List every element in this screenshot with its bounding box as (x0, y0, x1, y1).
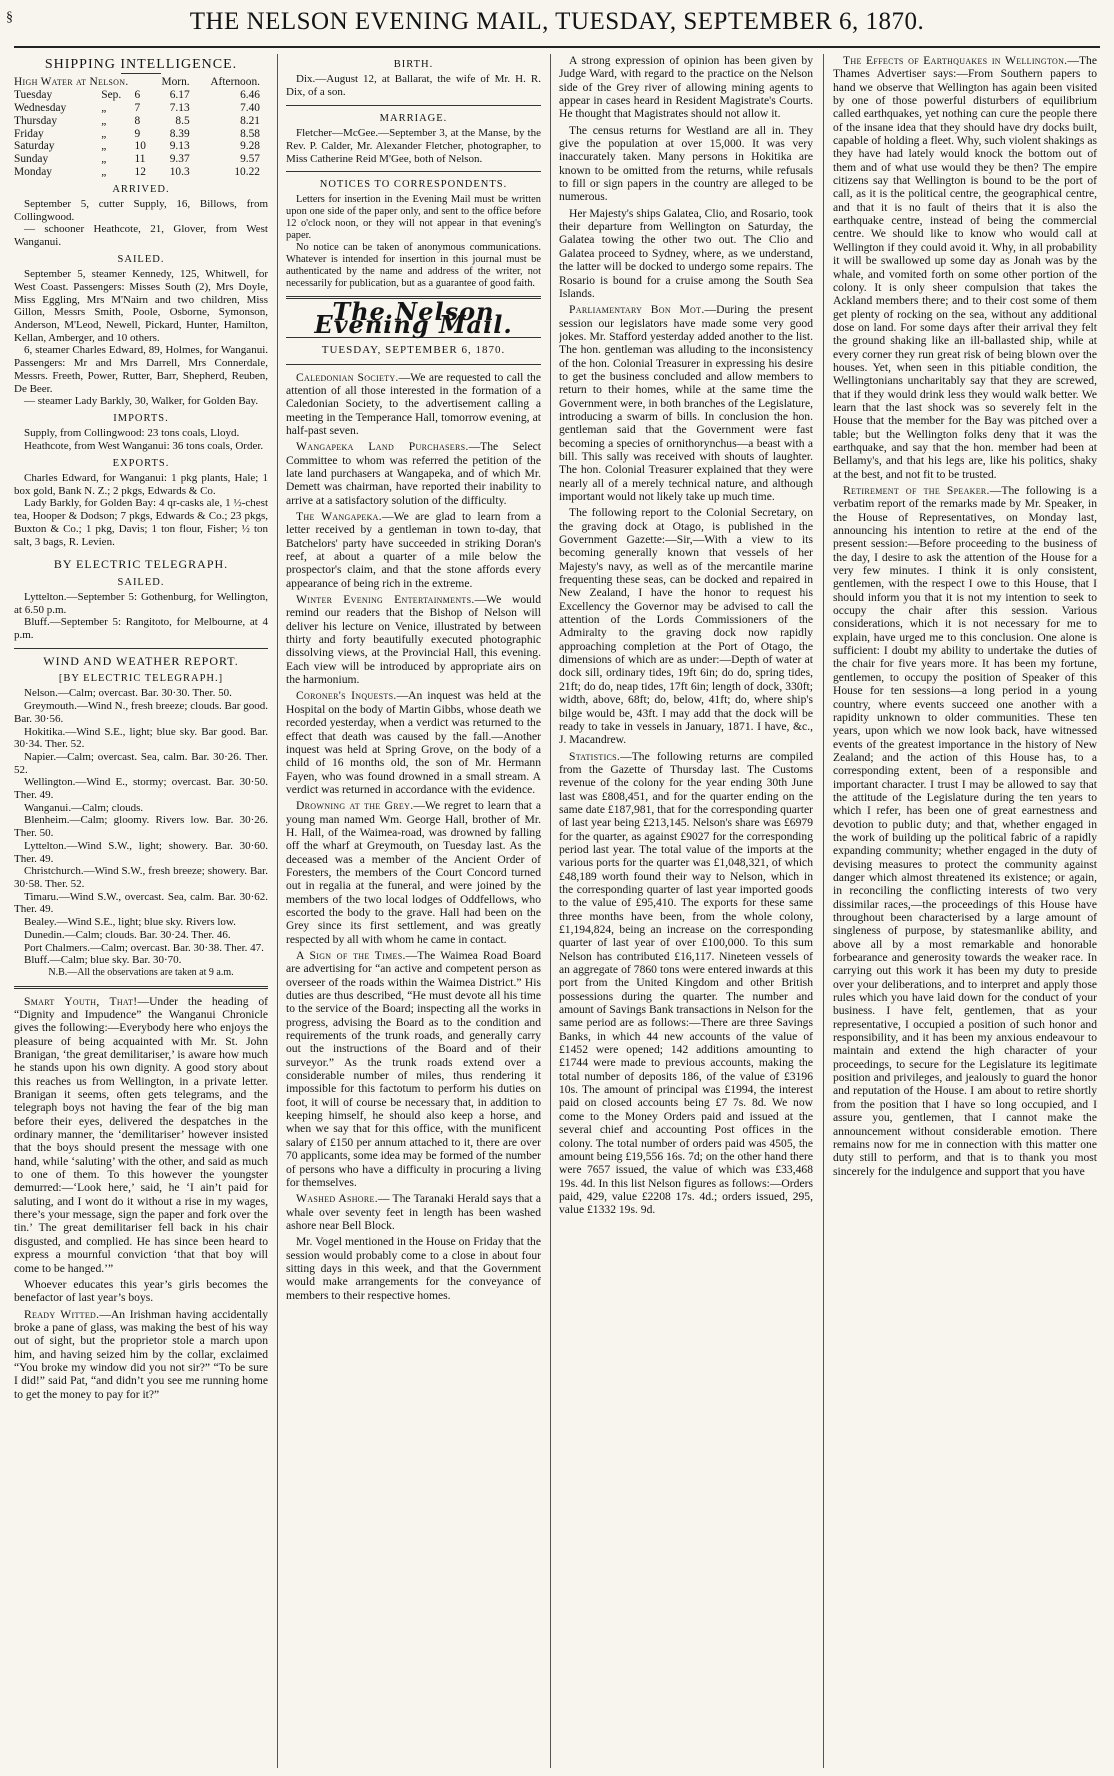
tide-morning: 10.3 (169, 165, 190, 178)
tide-day: Monday (14, 165, 52, 178)
telegraph-sailed-heading: SAILED. (117, 576, 165, 588)
sailed-heading: SAILED. (117, 253, 165, 265)
weather-entry: Lyttelton.—Wind S.W., light; showery. Bar. 30·60. Ther. 49. (14, 839, 268, 865)
marriage-heading: MARRIAGE. (379, 112, 448, 124)
weather-entry: Greymouth.—Wind N., fresh breeze; clouds. Bar good. Bar. 30·56. (14, 700, 268, 725)
column-4-articles (833, 54, 1097, 1178)
tide-date: 8 (134, 114, 141, 127)
tide-row (14, 166, 268, 179)
article-body: —An Irishman having accidentally broke a pane of glass, was making the best of his way out of sight, but the proprietor stole a march upon him, and having seized him by the collar, exclaimed “You broke my window did you not sir?” “To be sure I did!” said Pat, “and didn’t you see me running home to get the money to pay for it?” (14, 1307, 268, 1401)
tide-morning: 8.39 (169, 127, 190, 140)
article-body: —The Thames Advertiser says:—From Southern papers to hand we observe that Wellington has again been visited by one of those powerful disturbers of equilibrium called earthquakes, yet nothing can cure the people there of the insane idea that they should have dry docks built, capable of holding a fleet. Why, such violent shakings as they have had lately would knock the bottom out of them and of what use would they be then? The empire citizens say that Wellington is bound to be the port of call, as it is the political centre, the geographical centre, and that it is no fault of theirs that it is also the earthquake centre, instead of being the commercial centre. We should like to know who would call at Wellington if they could avoid it. Why, in all probability it will be swallowed up some day as Jonah was by the whale, and vomited forth on some other portion of the colony. It is only sheer compulsion that takes the Ackland members there; and to their cost some of them get plenty of rocking on the sea, without any additional dose on land. For some days after their arrival they felt the ground shaking like an ill-ballasted ship, while at every corner they run great risk of being blown over the houses. Yet, when seen in this pitiable condition, the Wellingtonians uncharitably say that they are screwed, that if they would drink less they would walk better. We learn that the last shock was so severely felt in the House that the member for the Bay was pitched over a table; but the Wellington folks deny that it was the earthquake, and say that the hon. member had been at Bellamy's, and that his legs are, like his politics, shaky at the best, and not fit to be trusted. (833, 54, 1097, 481)
article-body: The census returns for Westland are all in. They give the population at over 15,000. It was very inaccurately taken. Many persons in Hokitika are known to be omitted from the returns, while refusals to fill or sign papers in the country are alleged to be numerous. (559, 123, 813, 204)
paragraph: No notice can be taken of anonymous communications. Whatever is intended for insertion in this journal must be authenticated by the name and address of the writer, not necessarily for publication, but as a guarantee of good faith. (286, 241, 541, 289)
article-paragraph (559, 207, 813, 300)
paragraph: Fletcher—McGee.—September 3, at the Manse, by the Rev. P. Calder, Mr. Alexander Fletcher, photographer, to Miss Catherine Reid M'Gee, both of Nelson. (286, 127, 541, 165)
divider (286, 171, 541, 172)
article-paragraph (14, 1308, 268, 1401)
tide-month: „ (101, 127, 107, 140)
article-paragraph (286, 510, 541, 590)
tide-date: 11 (134, 153, 146, 166)
article-body: —An inquest was held at the Hospital on the body of Martin Gibbs, whose death we recorded yesterday, when a verdict was returned to the effect that death was caused by the fall.—Another inquest was held at Spring Grove, on the body of a child of 16 months old, the son of Mr. Hermann Fayen, who was found drowned in a small stream. A verdict was returned in accordance with the evidence. (286, 689, 541, 796)
tide-month: „ (101, 140, 107, 153)
tide-header-label: High Water at Nelson. (14, 76, 129, 89)
article-title: Retirement of the Speaker. (843, 484, 990, 497)
article-body: —The Waimea Road Board are advertising for “an active and competent person as overseer of the roads within the Waimea District.” His duties are thus described, “He must devote all his time to the service of the Board; inspecting all the works in progress, advising the Board as to the condition and requirements of the trunk roads, and generally carry out the instructions of the Board and of their surveyor.” As the trunk roads extend over a considerable number of miles, thus rendering it impossible for this factotum to perform his duties on foot, it will of course be necessary that, in addition to keeping himself, he should also keep a horse, and when we say that for this office, with the munificent salary of £150 per annum attached to it, there are over 70 applicants, some idea may be formed of the number of persons who have a difficulty in procuring a living for themselves. (286, 949, 541, 1189)
tide-date: 9 (134, 127, 141, 140)
article-paragraph (286, 949, 541, 1189)
weather-entry: Bealey.—Wind S.E., light; blue sky. Rivers low. (24, 916, 236, 929)
tide-day: Wednesday (14, 101, 67, 114)
divider (286, 364, 541, 365)
paragraph: Bluff.—September 5: Rangitoto, for Melbourne, at 4 p.m. (14, 616, 268, 642)
masthead-rule (14, 46, 1100, 48)
article-title: Washed Ashore. (296, 1192, 378, 1206)
article-title: Drowning at the Grey. (296, 799, 414, 813)
tide-afternoon: 6.46 (240, 89, 260, 102)
tide-row (14, 140, 268, 153)
tide-month: „ (101, 101, 107, 114)
article-body: —We would remind our readers that the Bishop of Nelson will deliver his lecture on Venice, illustrated by between thirty and forty beautifully executed photographic dissolving views, at the Provincial Hall, this evening. Each view will be introduced by appropriate airs on the harmonium. (286, 593, 541, 687)
arrived-text (14, 198, 268, 249)
shipping-heading: SHIPPING INTELLIGENCE. (44, 57, 238, 72)
weather-subheading: [BY ELECTRIC TELEGRAPH.] (58, 673, 224, 685)
tide-afternoon: 9.28 (240, 140, 260, 153)
notices-text (286, 194, 541, 290)
article-title: The Wangapeka. (296, 510, 382, 524)
tide-day: Thursday (14, 114, 58, 127)
column-divider (550, 54, 551, 1768)
paragraph: Supply, from Collingwood: 23 tons coals, Lloyd. (24, 427, 240, 440)
tide-table-header (14, 76, 268, 89)
article-paragraph (286, 799, 541, 946)
article-paragraph (559, 303, 813, 503)
article-title: Smart Youth, That! (24, 994, 138, 1008)
article-paragraph (833, 484, 1097, 1178)
column-2-articles (286, 371, 541, 1302)
divider (14, 648, 268, 649)
column-3 (559, 54, 813, 1768)
article-title: Ready Witted. (24, 1307, 100, 1321)
article-title: Caledonian Society. (296, 370, 399, 384)
weather-entry: Port Chalmers.—Calm; overcast. Bar. 30·38. Ther. 47. (24, 941, 264, 954)
exports-heading: EXPORTS. (112, 457, 170, 469)
article-body: —The following returns are compiled from the Gazette of Thursday last. The Customs revenue of the colony for the year ending 30th June last was £808,451, and for the quarter ending on the same date £187,981, that for the corresponding quarter of last year being £213,145. Nelson's share was £6979 for the quarter, as against £9027 for the corresponding period last year. The total value of the imports at the various ports for the quarter was £1,048,321, of which £48,189 worth found their way to Nelson, which in the corresponding quarter of last year imported goods to the value of £95,410. The exports for these same three months have been, from the whole colony, £1,194,824, being an increase on the corresponding quarter of last year of over £100,000. To this sum Nelson has contributed £16,117. Nineteen vessels of an aggregate of 7860 tons were entered inwards at this port from the United Kingdom and other British possessions during the quarter. The number and amount of Savings Bank transactions in Nelson for the same period are as follows:—There are three Savings Banks, in which 44 new accounts of the value of £1452 were opened; 142 additions amounting to £1744 were made to previous accounts, making the total number of deposits 186, of the value of £3196 10s. The amount of principal was £1994, the interest paid on closed accounts being £7 7s. 8d. We now come to the Money Orders paid and issued at the several chief and accounting Post offices in the colony. The total number of orders paid was 4505, the amount being £19,556 16s. 7d; on the other hand there were 7657 issued, the value of which was £33,468 19s. 4d. In this list Nelson figures as follows:—Orders paid, 429, value £2208 17s. 4d.; orders issued, 295, value £1332 19s. 9d. (559, 749, 813, 1217)
tide-date: 10 (134, 140, 146, 153)
weather-entry: Hokitika.—Wind S.E., light; blue sky. Bar good. Bar. 30·34. Ther. 52. (14, 725, 268, 751)
weather-entry: Wellington.—Wind E., stormy; overcast. Bar. 30·50. Ther. 49. (14, 776, 268, 802)
weather-entry: Bluff.—Calm; blue sky. Bar. 30·70. (24, 954, 182, 967)
article-body: —Under the heading of “Dignity and Impudence” the Wanganui Chronicle gives the following:—Everybody here who enjoys the pleasure of being acquainted with Mr. St. John Branigan, ‘the great demilitariser,’ is aware how much he stands upon his own dignity. A good story about this reaches us from Wellington, in a private letter. Branigan it seems, often gets telegrams, and the telegraph boys not having the fear of the big man before their eyes, delivered the despatches in the ordinary manner, the ‘demilitariser’ however insisted that the boys should present the message with one hand, while ‘saluting’ with the other, and said as much to one of them. To this however the youngster demurred:—‘Look here,’ said, he ‘I ain’t paid for saluting, and I wont do it without a rise in my wages, there’s your message, sign the paper and fork over the tin.’ The great demilitariser fell back in his chair disgusted, and complied. He has since been heard to express a mournful conviction ‘that that boy will come to be hanged.’” (14, 994, 268, 1275)
imports-heading: IMPORTS. (113, 412, 169, 424)
tide-afternoon: 10.22 (234, 165, 260, 178)
article-paragraph (286, 440, 541, 507)
tide-header-aft: Afternoon. (210, 76, 260, 89)
weather-entry: Christchurch.—Wind S.W., fresh breeze; showery. Bar. 30·58. Ther. 52. (14, 865, 268, 890)
article-body: — The Taranaki Herald says that a whale over seventy feet in length has been washed ashore near Bell Block. (286, 1192, 541, 1232)
weather-heading: WIND AND WEATHER REPORT. (43, 653, 239, 668)
tide-header-morn: Morn. (161, 76, 190, 89)
tide-day: Tuesday (14, 89, 53, 102)
article-body: Mr. Vogel mentioned in the House on Friday that the session would probably come to a close in about four sitting days in this week, and that the Government would make arrangements for the conveyance of members to their respective homes. (286, 1235, 541, 1302)
column-2 (286, 54, 541, 1768)
weather-entry: Napier.—Calm; overcast. Sea, calm. Bar. 30·26. Ther. 52. (14, 750, 268, 776)
paragraph: September 5, cutter Supply, 16, Billows, from Collingwood. (14, 198, 268, 223)
article-paragraph (286, 593, 541, 686)
telegraph-text (14, 591, 268, 642)
article-paragraph (286, 689, 541, 796)
weather-entry: Wanganui.—Calm; clouds. (24, 801, 144, 814)
weather-entry: Timaru.—Wind S.W., overcast. Sea, calm. Bar. 30·62. Ther. 49. (14, 890, 268, 916)
divider (14, 986, 268, 989)
tide-morning: 8.5 (175, 114, 190, 127)
article-title: The Effects of Earthquakes in Wellington. (843, 54, 1068, 67)
article-paragraph (833, 54, 1097, 481)
tide-date: 6 (134, 89, 141, 102)
article-paragraph (14, 1278, 268, 1305)
divider (121, 73, 161, 74)
tide-row (14, 89, 268, 102)
tide-month: Sep. (101, 89, 122, 102)
weather-entry: Nelson.—Calm; overcast. Bar. 30·30. Ther. 50. (24, 687, 232, 700)
weather-entry: Dunedin.—Calm; clouds. Bar. 30·24. Ther. 46. (24, 928, 231, 941)
tide-row (14, 115, 268, 128)
tide-row (14, 128, 268, 141)
article-body: —We are requested to call the attention of all those interested in the formation of a Caledonian Society, to the advertisement calling a meeting in the Temperance Hall, tomorrow evening, at half-past seven. (286, 370, 541, 437)
tide-month: „ (101, 165, 107, 178)
column-3-articles (559, 54, 813, 1217)
paragraph: Letters for insertion in the Evening Mail must be written upon one side of the paper only, and sent to the office before 12 o'clock noon, or they will not appear in that evening's paper. (286, 193, 541, 241)
tide-afternoon: 9.57 (240, 153, 260, 166)
article-paragraph (559, 54, 813, 121)
column-4 (833, 54, 1097, 1768)
tide-row (14, 102, 268, 115)
tide-morning: 6.17 (169, 89, 190, 102)
tide-morning: 9.13 (169, 140, 190, 153)
exports-text (14, 472, 268, 548)
notices-heading: NOTICES TO CORRESPONDENTS. (319, 179, 508, 191)
column-divider (823, 54, 824, 1768)
article-body: —During the present session our legislators have made some very good jokes. Mr. Stafford yesterday added another to the list. The hon. gentleman was alluding to the inconsistency of the hon. Colonial Treasurer in expressing his desire to get the business concluded and allow members to return to their homes, while at the same time the Government were, in both branches of the Legislature, introducing a swarm of bills. In conclusion the hon. gentleman said that the Government were fast becoming a species of ornithorynchus—a beast with a bill. This sally was received with shouts of laughter. The hon. Colonial Treasurer explained that they were nearly all of a merely technical nature, and although important would not likely take up much time. (559, 303, 813, 503)
divider (286, 105, 541, 106)
nameplate: The Nelson Evening Mail. (314, 296, 513, 339)
article-body: The following report to the Colonial Secretary, on the graving dock at Otago, is published in the Government Gazette:—Sir,—With a view to its becoming generally known that vessels of her Majesty's navy, as well as of the mercantile marine frequenting these seas, can be docked and repaired in New Zealand, I have the honor to request his Excellency the Governor may be advised to call the attention of the Lords Commissioners of the Admiralty to the graving dock now rapidly approaching completion at the Port of Otago, the dimensions of which are as under:—Depth of water at dock sill, ordinary tides, 19ft 6in; do do, spring tides, 21ft; do do, neap tides, 17ft 6in; length of dock, 330ft; width, above, 68ft; do, below, 41ft; do, where ship's bilge would be, 43ft. I may add that the dock will be ready to take in vessels in January, 1871. I have, &c., J. Macandrew. (559, 506, 813, 747)
arrived-heading: ARRIVED. (112, 183, 170, 195)
article-body: —We regret to learn that a young man named Wm. George Hall, brother of Mr. H. Hall, of the Waimea-road, was drowned by falling off the wharf at Greymouth, on Tuesday last. As the deceased was a member of the Ancient Order of Foresters, the members of the Court Concord turned out in regalia at the funeral, and were joined by the members of the two local lodges of Oddfellows, who escorted the body to the grave. Hall had been on the Grey since its first settlement, and was greatly respected by all with whom he came in contact. (286, 799, 541, 946)
marriage-notice (286, 127, 541, 165)
article-paragraph (14, 995, 268, 1275)
birth-notice (286, 73, 541, 98)
article-title: A Sign of the Times. (296, 949, 406, 963)
paragraph: Heathcote, from West Wanganui: 36 tons coals, Order. (24, 440, 264, 452)
telegraph-heading: BY ELECTRIC TELEGRAPH. (53, 557, 229, 572)
article-body: A strong expression of opinion has been given by Judge Ward, with regard to the practice on the Nelson side of the Grey river of allowing mining agents to appear in cases heard in Resident Magistrate's Courts. He thought that Magistrates should not allow it. (559, 54, 813, 121)
paragraph: September 5, steamer Kennedy, 125, Whitwell, for West Coast. Passengers: Misses South (2), Mrs Doyle, Miss Eggling, Mrs M'Nairn and two children, Miss Gillon, Messrs Smith, Poole, Osborne, Symonson, Anderson, M'Leod, Newell, Pickard, Hunter, Hamilton, Kellan, Amberger, and 10 others. (14, 268, 268, 344)
tide-date: 12 (134, 165, 146, 178)
paragraph: Lyttelton.—September 5: Gothenburg, for Wellington, at 6.50 p.m. (14, 590, 268, 616)
article-body: Whoever educates this year’s girls becomes the benefactor of last year’s boys. (14, 1277, 268, 1305)
paragraph: — schooner Heathcote, 21, Glover, from West Wanganui. (14, 223, 268, 249)
tide-day: Saturday (14, 140, 55, 153)
imports-text (14, 427, 268, 452)
article-title: Parliamentary Bon Mot. (569, 303, 705, 317)
column-divider (277, 54, 278, 1768)
article-paragraph (286, 1192, 541, 1232)
column-1 (14, 54, 268, 1768)
tide-afternoon: 8.58 (240, 127, 260, 140)
article-body: Her Majesty's ships Galatea, Clio, and Rosario, took their departure from Wellington on Saturday, the Galatea towing the other two out. The Clio and Galatea proceed to Sydney, where, as we understand, the latter will be docked to undergo some repairs. The Rosario is bound for a cruise among the South Sea Islands. (559, 206, 813, 300)
tide-day: Friday (14, 127, 44, 140)
article-title: Wangapeka Land Purchasers. (296, 440, 469, 454)
tide-month: „ (101, 153, 107, 166)
paragraph: Lady Barkly, for Golden Bay: 4 qr-casks ale, 1 ½-chest tea, Hooper & Dodson; 7 pkgs, Edwards & Co.; 23 pkgs, Buxton & Co.; 1 pkg, Davis; 1 ton flour, Fisher; ½ ton salt, 3 bags, R. Levien. (14, 497, 268, 548)
tide-table (14, 76, 268, 178)
tide-date: 7 (134, 101, 141, 114)
weather-list (14, 687, 268, 966)
weather-entry: Blenheim.—Calm; gloomy. Rivers low. Bar. 30·26. Ther. 50. (14, 814, 268, 840)
tide-row (14, 153, 268, 166)
tide-afternoon: 7.40 (240, 101, 260, 114)
column-1-articles (14, 995, 268, 1401)
page-folio-mark: § (6, 10, 13, 25)
article-title: Coroner's Inquests. (296, 689, 397, 703)
article-paragraph (286, 371, 541, 438)
article-title: Winter Evening Entertainments. (296, 593, 475, 607)
paragraph: Dix.—August 12, at Ballarat, the wife of Mr. H. R. Dix, of a son. (286, 73, 541, 99)
paragraph: — steamer Lady Barkly, 30, Walker, for Golden Bay. (24, 395, 259, 408)
article-body: —The Select Committee to whom was referred the petition of the late land purchasers at Wangapeka, and of which Mr. Demett was chairman, have reported their inability to arrive at a satisfactory solution of the difficulty. (286, 440, 541, 507)
article-paragraph (286, 1235, 541, 1302)
birth-heading: BIRTH. (393, 59, 434, 70)
article-body: —The following is a verbatim report of the remarks made by Mr. Speaker, in the House of Representatives, on Monday last, announcing his intention to retire at the end of the present session:—Before proceeding to the business of the day, I desire to ask the attention of the House for a very few minutes. I think it is only consistent, gentlemen, with the respect I owe to this House, that I should inform you that it is not my intention to seek to occupy the chair after this session. Various considerations, which it is not necessary for me to explain, have urged me to this conclusion. One alone is sufficient: I doubt my ability to undertake the duties of the chair for five years more. It has been my fortune, gentlemen, to occupy the position of Speaker of this House for ten sessions—a long period in a young country, where events succeed one another with a rapidity unknown to older communities. These ten years, upon which we now look back, have witnessed events of the greatest importance in the history of New Zealand; and the action of this House has, to a corresponding extent, been of a responsible and important character. I trust I may be allowed to say that the attitude of the Legislature during the ten years to which I refer, has been one of great earnestness and devotion to public duty; and that, whether engaged in the work of building up the political fabric of a rapidly expanding community; whether engaged in the duty of devising measures to protect the community against danger which almost threatened its existence; or again, in reconciling the conflicting interests of two very dissimilar races,—the proceedings of this House have throughout been characterised by a large amount of singleness of purpose, by statesmanlike ability, and above all by a most remarkable and honorable forbearance and generosity towards the weaker race. In carrying out this work it has been my duty to preside over your deliberations, and to interpret and apply those rules which you have laid down for the conduct of your business. I have felt, gentlemen, that as your representative, I occupied a position of such honor and responsibility, and it has been my anxious endeavour to maintain and extend the high character of your proceedings, to secure for the Legislature its legitimate position and privileges, and jealously to guard the honor and reputation of the House. I am about to retire shortly from the position that I have so long occupied, and I assure you, gentlemen, that I cannot make the announcement without considerable emotion. There remains now for me in connection with this matter one duty still to perform, and that is to thank you most sincerely for the indulgence and support that you have (833, 484, 1097, 1178)
issue-date: TUESDAY, SEPTEMBER 6, 1870. (321, 344, 506, 357)
tide-morning: 9.37 (169, 153, 190, 166)
tide-month: „ (101, 114, 107, 127)
article-title: Statistics. (569, 749, 621, 763)
paragraph: 6, steamer Charles Edward, 89, Holmes, for Wanganui. Passengers: Mr and Mrs Darrell, Mrs Connerdale, Messrs. Freeth, Power, Rutter, Barr, Shepherd, Reuben, De Beer. (14, 344, 268, 395)
article-paragraph (559, 124, 813, 204)
masthead (0, 6, 1114, 50)
tide-afternoon: 8.21 (240, 114, 260, 127)
article-body: —We are glad to learn from a letter received by a gentleman in town to-day, that Batchelors' party have succeeded in striking Doran's reef, at about a quarter of a mile below the prospector's claim, and that the stone affords every appearance of being rich in the extreme. (286, 510, 541, 590)
article-paragraph (559, 750, 813, 1217)
weather-note: N.B.—All the observations are taken at 9 a.m. (48, 966, 234, 978)
sailed-text (14, 268, 268, 408)
tide-morning: 7.13 (169, 101, 190, 114)
masthead-title: THE NELSON EVENING MAIL, TUESDAY, SEPTEMBER 6, 1870. (189, 8, 925, 35)
tide-day: Sunday (14, 153, 49, 166)
paragraph: Charles Edward, for Wanganui: 1 pkg plants, Hale; 1 box gold, Bank N. Z.; 2 pkgs, Edwards & Co. (14, 472, 268, 497)
article-paragraph (559, 506, 813, 746)
